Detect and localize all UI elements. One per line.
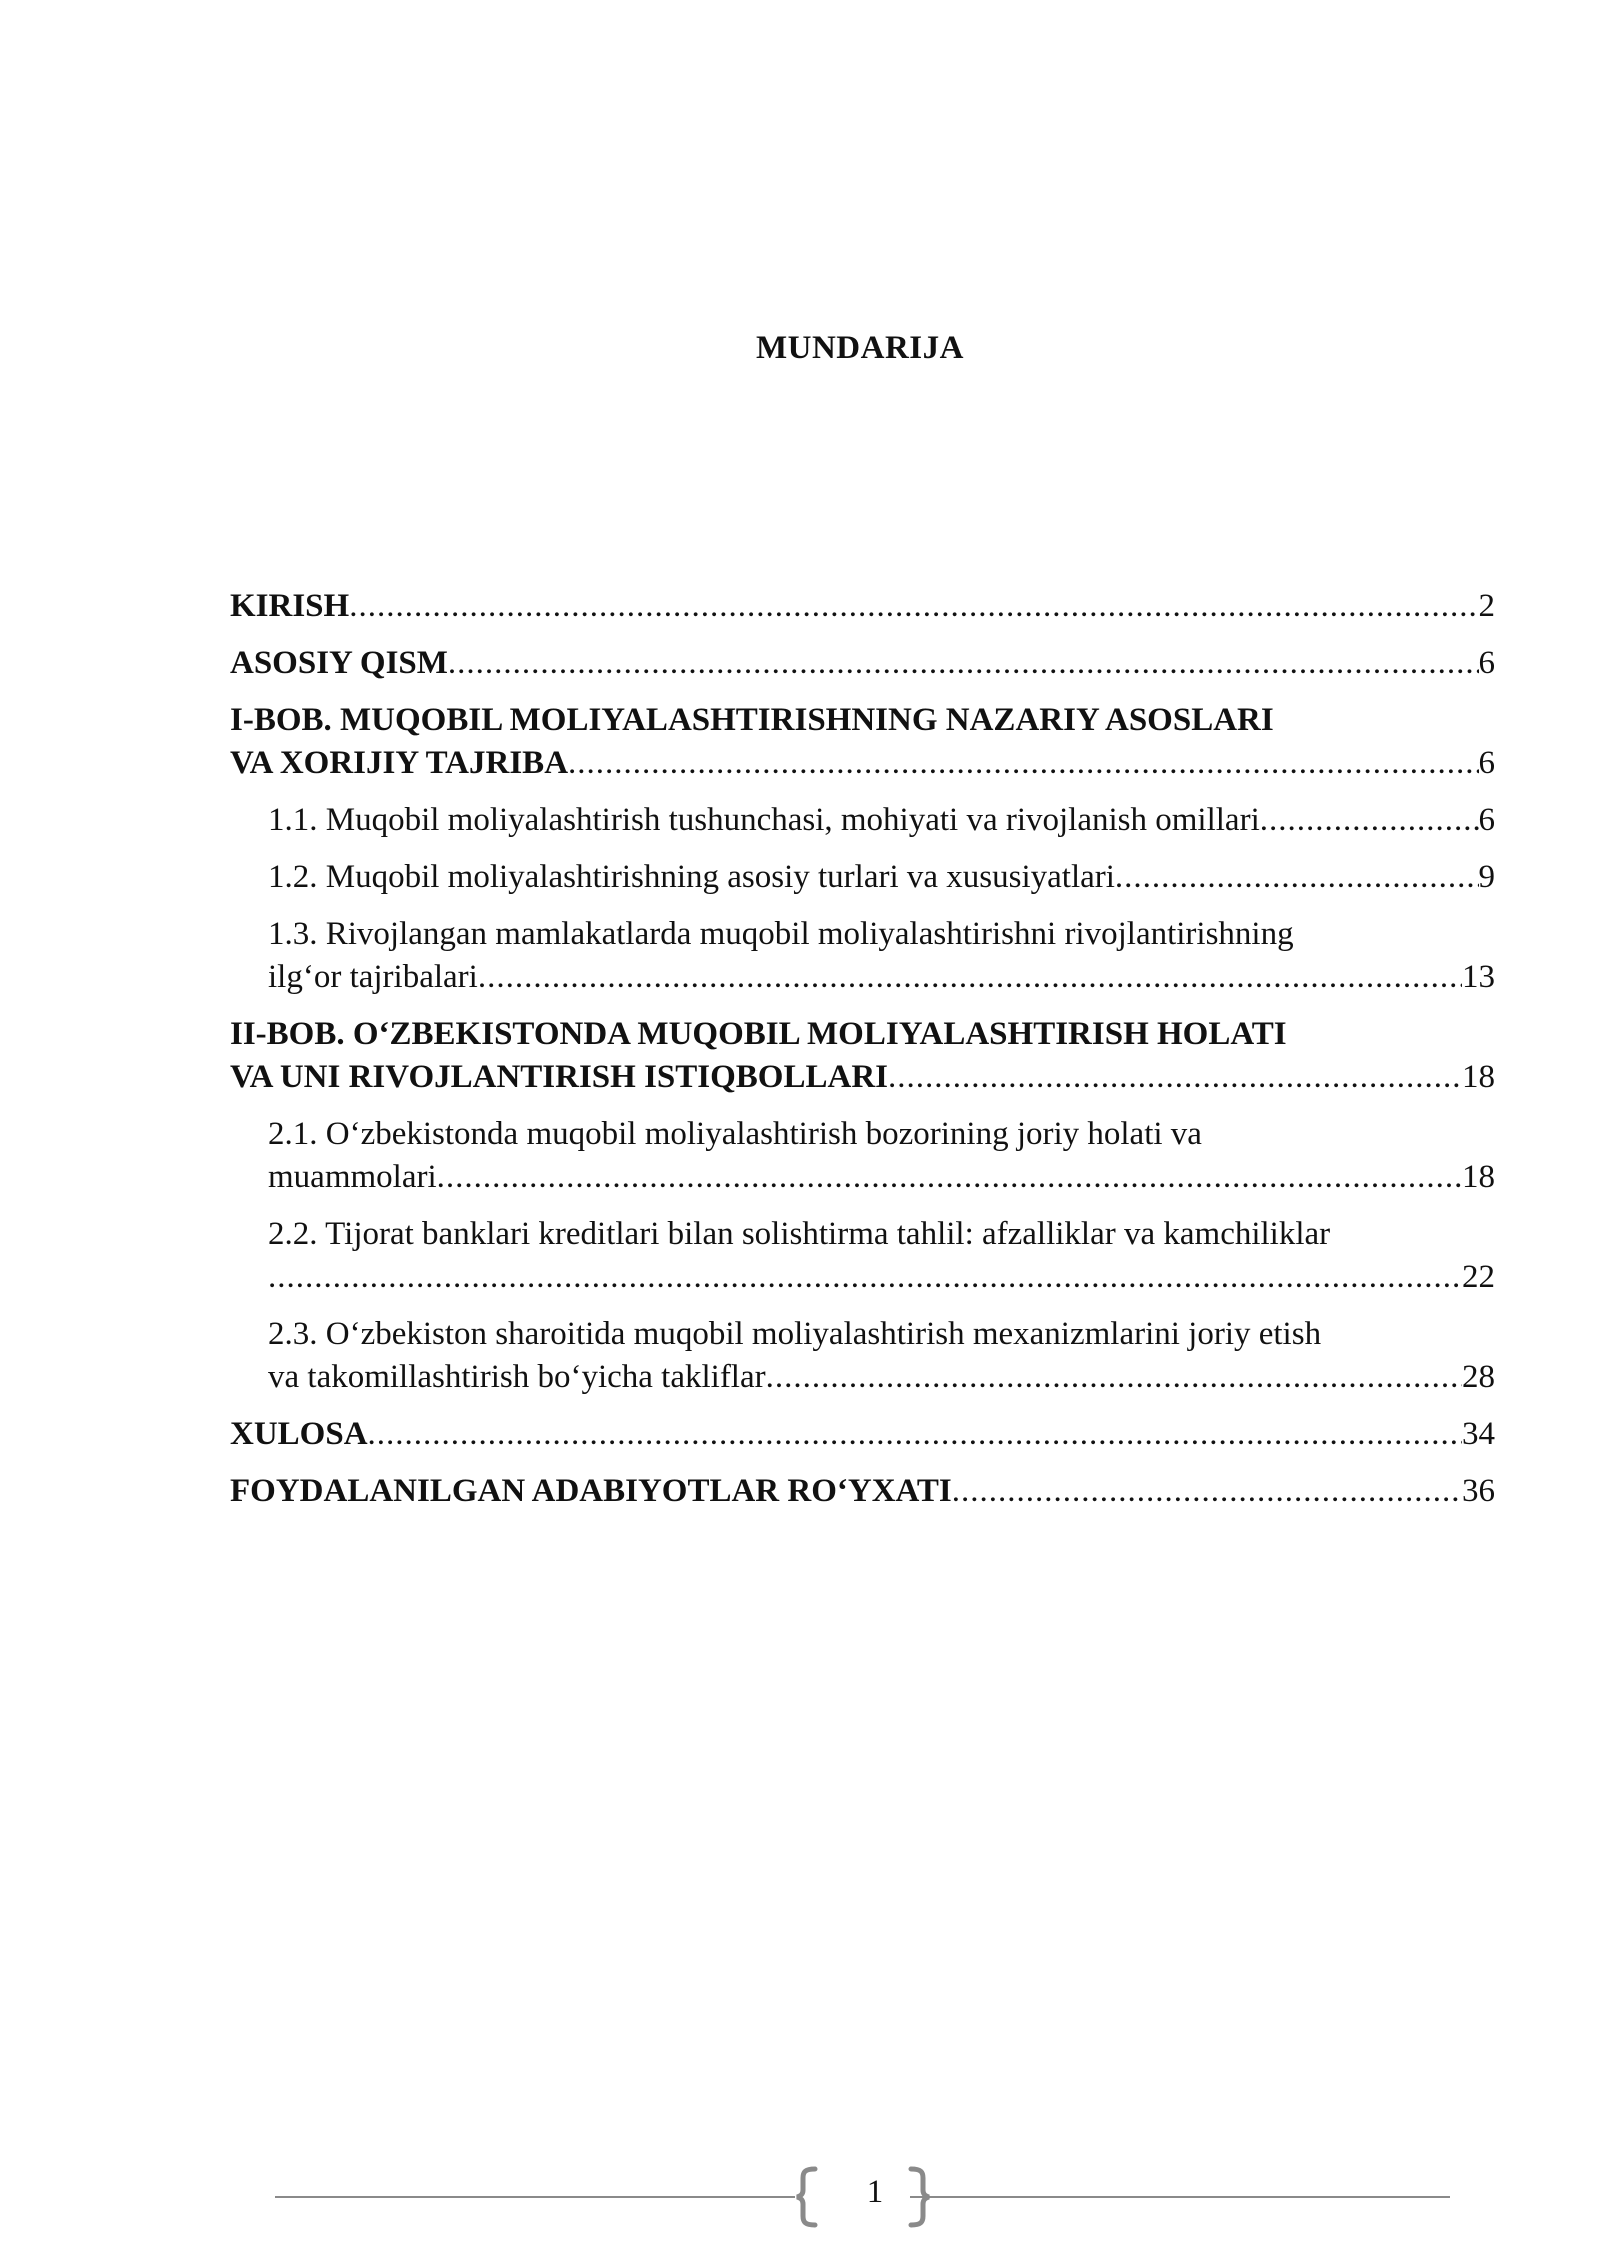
- footer-rule-right: [910, 2196, 1450, 2198]
- page-number: 1: [866, 2174, 884, 2210]
- toc-page-number: 34: [1462, 1416, 1495, 1452]
- toc-entry-bob-2[interactable]: [230, 1013, 1495, 1099]
- dot-leader: [448, 642, 1479, 685]
- toc-entry-xulosa[interactable]: [230, 1413, 1495, 1456]
- dot-leader: [766, 1356, 1462, 1399]
- footer-rule-left: [275, 2196, 795, 2198]
- toc-entry-label: muammolari: [268, 1159, 437, 1195]
- page-title: MUNDARIJA: [756, 330, 964, 366]
- toc-entry-label-line1: 2.3. O‘zbekiston sharoitida muqobil moliyalashtirish mexanizmlarini joriy etish: [268, 1316, 1322, 1352]
- toc-page-number: 18: [1462, 1059, 1495, 1095]
- toc-page-number: 28: [1462, 1359, 1495, 1395]
- toc-entry-label: ASOSIY QISM: [230, 645, 448, 681]
- toc-page-number: 18: [1462, 1159, 1495, 1195]
- toc-entry-2-2[interactable]: [230, 1213, 1495, 1299]
- toc-entry-label-line1: 2.1. O‘zbekistonda muqobil moliyalashtirish bozorining joriy holati va: [268, 1116, 1202, 1152]
- dot-leader: [1260, 799, 1479, 842]
- dot-leader: [1115, 856, 1479, 899]
- toc-entry-label: ilg‘or tajribalari: [268, 959, 478, 995]
- toc-entry-1-1[interactable]: [230, 799, 1495, 842]
- toc-entry-label: FOYDALANILGAN ADABIYOTLAR RO‘YXATI: [230, 1473, 952, 1509]
- toc-page-number: 6: [1478, 745, 1495, 781]
- toc-entry-label: XULOSA: [230, 1416, 368, 1452]
- toc-entry-label: 1.2. Muqobil moliyalashtirishning asosiy turlari va xususiyatlari: [268, 859, 1115, 895]
- toc-entry-kirish[interactable]: [230, 585, 1495, 628]
- toc-page-number: 6: [1478, 802, 1495, 838]
- toc-entry-label: KIRISH: [230, 588, 350, 624]
- toc-page-number: 22: [1462, 1259, 1495, 1295]
- left-brace-icon: [795, 2166, 819, 2228]
- toc-entry-label: VA XORIJIY TAJRIBA: [230, 745, 569, 781]
- dot-leader: [349, 585, 1478, 628]
- dot-leader: [437, 1156, 1462, 1199]
- toc-page-number: 2: [1478, 588, 1495, 624]
- dot-leader: [478, 956, 1462, 999]
- dot-leader: [888, 1056, 1462, 1099]
- toc-entry-label: VA UNI RIVOJLANTIRISH ISTIQBOLLARI: [230, 1059, 889, 1095]
- toc-entry-adabiyotlar[interactable]: [230, 1470, 1495, 1513]
- toc-entry-bob-1[interactable]: [230, 699, 1495, 785]
- dot-leader: [268, 1256, 1462, 1299]
- toc-entry-label-line1: 2.2. Tijorat banklari kreditlari bilan solishtirma tahlil: afzalliklar va kamchiliklar: [268, 1216, 1331, 1252]
- toc-page-number: 36: [1462, 1473, 1495, 1509]
- toc-entry-1-2[interactable]: [230, 856, 1495, 899]
- toc-entry-2-1[interactable]: [230, 1113, 1495, 1199]
- toc-entry-label: 1.1. Muqobil moliyalashtirish tushunchasi, mohiyati va rivojlanish omillari: [268, 802, 1260, 838]
- toc-entry-1-3[interactable]: [230, 913, 1495, 999]
- toc-entry-asosiy-qism[interactable]: [230, 642, 1495, 685]
- toc-entry-label: va takomillashtirish bo‘yicha takliflar: [268, 1359, 766, 1395]
- dot-leader: [568, 742, 1478, 785]
- dot-leader: [368, 1413, 1462, 1456]
- page-footer: [275, 2166, 1450, 2226]
- toc-entry-label-line1: I-BOB. MUQOBIL MOLIYALASHTIRISHNING NAZARIY ASOSLARI: [230, 702, 1274, 738]
- toc-entry-2-3[interactable]: [230, 1313, 1495, 1399]
- toc-page-number: 9: [1478, 859, 1495, 895]
- toc-page-number: 13: [1462, 959, 1495, 995]
- toc-page-number: 6: [1478, 645, 1495, 681]
- table-of-contents: [230, 585, 1495, 1527]
- toc-entry-label-line1: 1.3. Rivojlangan mamlakatlarda muqobil moliyalashtirishni rivojlantirishning: [268, 916, 1294, 952]
- toc-entry-label-line1: II-BOB. O‘ZBEKISTONDA MUQOBIL MOLIYALASHTIRISH HOLATI: [230, 1016, 1287, 1052]
- dot-leader: [952, 1470, 1462, 1513]
